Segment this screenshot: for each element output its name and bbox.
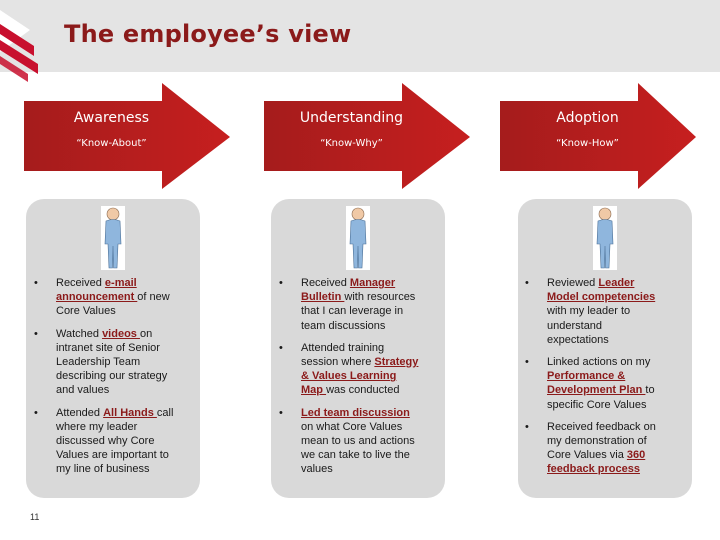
person-icon <box>346 206 370 270</box>
page-title: The employee’s view <box>64 20 352 48</box>
manager-bulletin-link[interactable]: Manager Bulletin <box>301 277 396 304</box>
led-team-discussion-link[interactable]: Led team discussion <box>301 406 410 419</box>
arrow-heading: Awareness <box>73 110 150 126</box>
list-item: • Reviewed Leader Model competencies with my leader to understand expectations <box>525 276 665 347</box>
list-item: • Received Manager Bulletin with resources that I can leverage in team discussions <box>279 276 419 333</box>
person-icon <box>101 206 125 270</box>
arrow-subheading: “Know-How” <box>556 138 619 149</box>
videos-link[interactable]: videos <box>102 327 140 340</box>
list-item: • Received e-mail announcement of new Core Values <box>34 276 174 319</box>
person-icon <box>593 206 617 270</box>
adoption-arrow <box>500 83 708 197</box>
arrow-heading: Understanding <box>299 110 404 126</box>
list-item: • Attended All Hands call where my leader discussed why Core Values are important to my line of business <box>34 406 174 477</box>
awareness-bullets <box>34 276 174 485</box>
leader-model-link[interactable]: Leader Model competencies <box>547 277 656 304</box>
list-item: • Watched videos on intranet site of Senior Leadership Team describing our strategy and values <box>34 327 174 398</box>
page-number: 11 <box>30 512 40 522</box>
understanding-arrow <box>264 83 472 197</box>
all-hands-link[interactable]: All Hands <box>103 406 157 419</box>
email-announcement-link[interactable]: e-mail announcement <box>56 277 138 304</box>
list-item: • Received feedback on my demonstration of Core Values via 360 feedback process <box>525 420 665 477</box>
list-item: • Led team discussion on what Core Values mean to us and actions we can take to live the values <box>279 406 419 477</box>
arrow-heading: Adoption <box>556 110 619 126</box>
arrow-subheading: “Know-About” <box>76 138 147 149</box>
learning-map-link[interactable]: Strategy & Values Learning Map <box>301 356 419 397</box>
list-item: • Attended training session where Strategy & Values Learning Map was conducted <box>279 341 419 398</box>
understanding-bullets <box>279 276 419 485</box>
list-item: • Linked actions on my Performance & Development Plan to specific Core Values <box>525 355 665 412</box>
awareness-arrow <box>24 83 232 197</box>
development-plan-link[interactable]: Performance & Development Plan <box>547 370 646 397</box>
arrow-subheading: “Know-Why” <box>320 138 383 149</box>
feedback-360-link[interactable]: 360 feedback process <box>547 449 646 476</box>
adoption-bullets <box>525 276 665 485</box>
